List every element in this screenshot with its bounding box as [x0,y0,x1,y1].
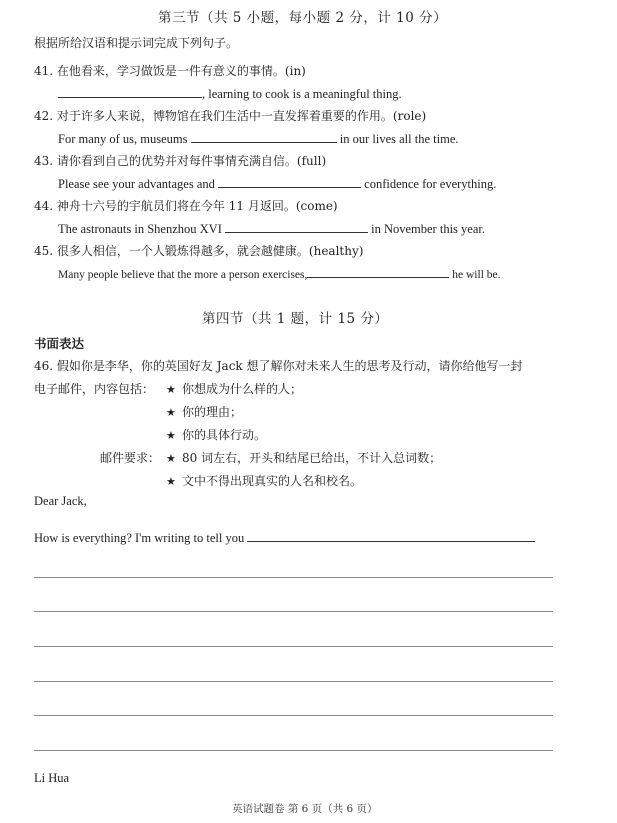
question-45-en: Many people believe that the more a person exercises, he will be. [58,265,501,281]
question-43-zh: 43. 请你看到自己的优势并对每件事情充满自信。(full) [34,154,327,168]
star-icon: ★ [166,452,176,465]
section3-title: 第三节（共 5 小题，每小题 2 分，计 10 分） [158,10,448,26]
content-item-3: ★ 你的具体行动。 [166,428,267,442]
question-41-zh: 41. 在他看来，学习做饭是一件有意义的事情。(in) [34,64,306,78]
question-42-en: For many of us, museums in our lives all the time. [58,132,459,146]
letter-opening: How is everything? I'm writing to tell you [34,529,535,546]
question-45-zh: 45. 很多人相信，一个人锻炼得越多，就会越健康。(healthy) [34,244,364,258]
question-41-en: , learning to cook is a meaningful thing. [58,85,402,102]
letter-greeting: Dear Jack, [34,494,87,508]
answer-blank-44[interactable] [225,220,368,233]
writing-line-2[interactable] [34,611,553,612]
answer-blank-45[interactable] [307,265,449,278]
content-item-2: ★ 你的理由； [166,405,243,419]
question-43-en: Please see your advantages and confidence for everything. [58,177,497,191]
answer-blank-42[interactable] [191,130,337,143]
writing-line-3[interactable] [34,646,553,647]
letter-signature: Li Hua [34,771,70,785]
content-label: 电子邮件，内容包括： [34,382,155,396]
answer-blank-43[interactable] [218,175,361,188]
content-item-1: ★ 你想成为什么样的人； [166,382,303,396]
answer-blank-41[interactable] [58,85,202,98]
star-icon: ★ [166,475,176,488]
writing-line-4[interactable] [34,681,553,682]
star-icon: ★ [166,406,176,419]
requirements-label: 邮件要求： [100,451,161,465]
question-46-prompt: 46. 假如你是李华，你的英国好友 Jack 想了解你对未来人生的思考及行动，请你给他写一封 [34,359,523,373]
requirement-item-2: ★ 文中不得出现真实的人名和校名。 [166,474,363,488]
writing-line-6[interactable] [34,750,553,751]
section4-subtitle: 书面表达 [34,336,85,351]
star-icon: ★ [166,383,176,396]
requirement-item-1: ★ 80 词左右，开头和结尾已给出，不计入总词数； [166,451,442,465]
writing-line-5[interactable] [34,715,553,716]
question-42-zh: 42. 对于许多人来说，博物馆在我们生活中一直发挥着重要的作用。(role) [34,109,427,123]
question-44-en: The astronauts in Shenzhou XVI in November this year. [58,222,485,236]
question-44-zh: 44. 神舟十六号的宇航员们将在今年 11 月返回。(come) [34,199,338,213]
writing-blank-opening[interactable] [247,529,535,542]
star-icon: ★ [166,429,176,442]
section3-instruction: 根据所给汉语和提示词完成下列句子。 [34,36,239,50]
writing-line-1[interactable] [34,577,553,578]
section4-title: 第四节（共 1 题，计 15 分） [202,311,389,327]
page-footer: 英语试题卷 第 6 页（共 6 页） [232,803,378,815]
